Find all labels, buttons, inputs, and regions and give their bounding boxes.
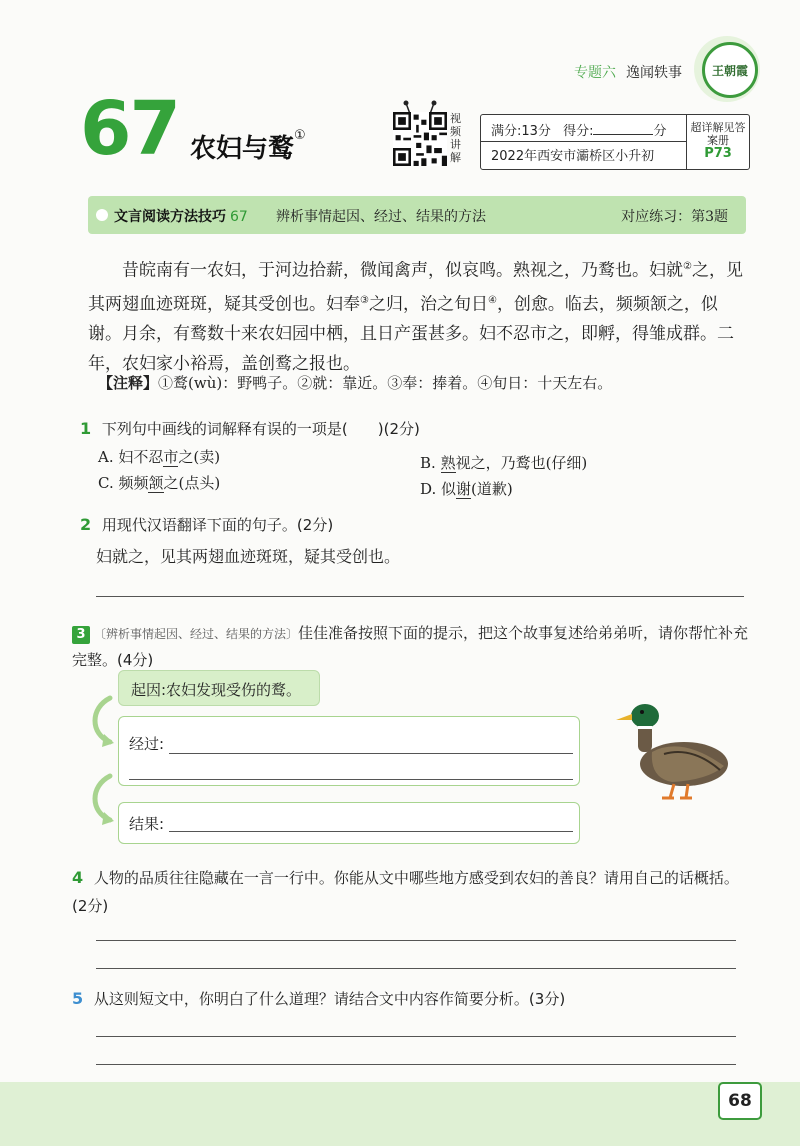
answer-line[interactable] xyxy=(96,940,736,941)
got-unit: 分 xyxy=(653,124,667,139)
option-b[interactable] xyxy=(420,452,587,473)
method-banner xyxy=(88,196,746,234)
answer-line[interactable] xyxy=(96,596,744,597)
option-b-pre: B. xyxy=(420,454,441,472)
answer-page: P73 xyxy=(704,146,732,161)
option-a-underlined: 市 xyxy=(163,448,179,466)
question-number: 4 xyxy=(72,868,84,887)
option-a[interactable] xyxy=(98,446,220,467)
score-blank[interactable] xyxy=(593,122,653,135)
cause-text: 起因:农妇发现受伤的鹜。 xyxy=(131,681,302,699)
curved-arrow-icon xyxy=(88,772,118,828)
question-1 xyxy=(80,418,420,439)
note-mark-3: ③ xyxy=(360,294,369,306)
question-stem: 人物的品质往往隐藏在一言一行中。你能从文中哪些地方感受到农妇的善良？请用自己的话概括。(2分) xyxy=(72,869,739,915)
lesson-title xyxy=(190,128,306,165)
page-number: 68 xyxy=(718,1082,762,1120)
topic-name: 逸闻轶事 xyxy=(626,65,682,81)
question-number: 1 xyxy=(80,419,92,438)
annotations xyxy=(98,372,758,393)
option-c-pre: C. 频频 xyxy=(98,474,149,492)
qr-code-icon[interactable] xyxy=(393,112,447,166)
notes-label: 【注释】 xyxy=(98,374,159,392)
topic-tag: 专题六 xyxy=(574,65,616,81)
method-label-text: 文言阅读方法技巧 xyxy=(114,209,226,225)
passage-part-1: 昔皖南有一农妇，于河边拾薪，微闻禽声，似哀鸣。熟视之，乃鹜也。妇就 xyxy=(122,260,683,281)
question-stem: 佳佳准备按照下面的提示，把这个故事复述给弟弟听，请你帮忙补充完整。(4分) xyxy=(72,624,749,669)
option-b-underlined: 熟 xyxy=(440,454,456,472)
question-number: 2 xyxy=(80,515,92,534)
got-label: 得分: xyxy=(563,124,594,139)
passage-part-2: 之，见其两翅血迹斑斑，疑其受创也。妇奉 xyxy=(88,260,743,315)
passage-part-3: 之归，治之旬日 xyxy=(368,294,488,315)
question-tag: 〔辨析事情起因、经过、结果的方法〕 xyxy=(94,627,299,641)
option-a-post: 之(卖) xyxy=(178,448,221,466)
footer-band xyxy=(0,1082,800,1146)
option-d-pre: D. 似 xyxy=(420,480,457,498)
answer-line[interactable] xyxy=(96,968,736,969)
question-2 xyxy=(80,514,333,535)
process-line-2[interactable] xyxy=(129,779,573,780)
result-label: 结果: xyxy=(129,815,165,833)
qr-label: 视频讲解 xyxy=(450,112,461,164)
process-label: 经过: xyxy=(129,735,165,753)
question-stem: 下列句中画线的词解释有误的一项是( )(2分) xyxy=(101,420,420,438)
full-score: 满分:13分 xyxy=(491,124,551,139)
process-box xyxy=(118,716,580,786)
title-note-mark: ① xyxy=(294,128,306,143)
lesson-number: 67 xyxy=(80,86,179,172)
question-4 xyxy=(72,864,752,920)
score-row xyxy=(491,120,666,139)
option-a-pre: A. 妇不忍 xyxy=(98,448,164,466)
question-stem: 用现代汉语翻译下面的句子。(2分) xyxy=(101,516,334,534)
result-line[interactable] xyxy=(169,831,573,832)
method-desc: 辨析事情起因、经过、结果的方法 xyxy=(276,209,486,225)
option-d-underlined: 谢 xyxy=(456,480,472,498)
option-d[interactable] xyxy=(420,478,513,499)
question-stem: 从这则短文中，你明白了什么道理？请结合文中内容作简要分析。(3分) xyxy=(93,990,566,1008)
translate-sentence: 妇就之，见其两翅血迹斑斑，疑其受创也。 xyxy=(96,547,401,566)
method-number: 67 xyxy=(230,209,248,225)
question-5 xyxy=(72,988,752,1009)
question-number-badge: 3 xyxy=(72,626,90,644)
notes-text: ①鹜(wù)：野鸭子。②就：靠近。③奉：捧着。④旬日：十天左右。 xyxy=(158,374,613,392)
answer-hint xyxy=(689,121,747,160)
curved-arrow-icon xyxy=(88,694,118,750)
question-3 xyxy=(72,620,752,673)
option-b-post: 视之，乃鹜也(仔细) xyxy=(455,454,588,472)
passage-part-4: ，创愈。临去，频频颔之，似谢。月余，有鹜数十来农妇园中栖，且日产蛋甚多。妇不忍市之，即孵，得雏成群。二年，农妇家小裕焉，盖创鹜之报也。 xyxy=(88,294,734,375)
answer-line[interactable] xyxy=(96,1064,736,1065)
duck-illustration xyxy=(612,692,736,804)
option-c-underlined: 颔 xyxy=(148,474,164,492)
cause-box xyxy=(118,670,320,706)
question-number: 5 xyxy=(72,989,84,1008)
method-label xyxy=(114,206,248,226)
process-line-1[interactable] xyxy=(169,753,573,754)
note-mark-4: ④ xyxy=(487,294,497,306)
lesson-title-text: 农妇与鹜 xyxy=(190,134,295,164)
answer-hint-text: 超详解见答案册 xyxy=(690,121,746,147)
topic-heading xyxy=(574,62,682,82)
option-c-post: 之(点头) xyxy=(163,474,221,492)
bullet-icon xyxy=(96,209,108,221)
practice-ref: 对应练习：第3题 xyxy=(621,209,728,225)
note-mark-2: ② xyxy=(683,261,692,272)
option-c[interactable] xyxy=(98,472,220,493)
publisher-logo: 王朝霞 xyxy=(702,42,758,98)
result-box xyxy=(118,802,580,844)
exam-source: 2022年西安市灞桥区小升初 xyxy=(491,149,655,164)
option-d-post: (道歉) xyxy=(471,480,513,498)
answer-line[interactable] xyxy=(96,1036,736,1037)
score-box xyxy=(480,114,750,170)
classical-passage xyxy=(88,252,750,379)
